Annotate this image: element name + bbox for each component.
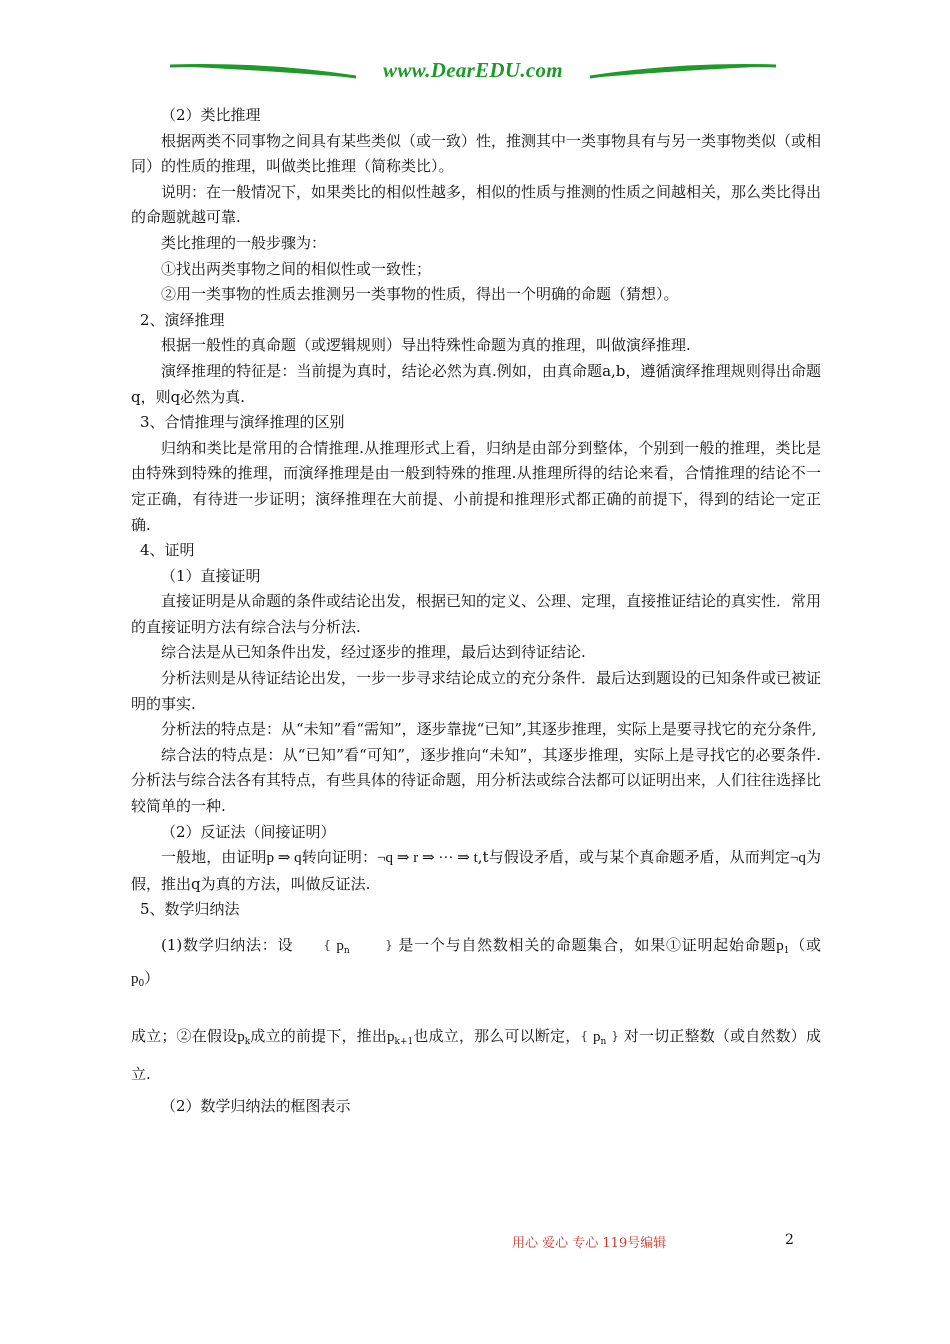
formula-p: p xyxy=(237,1029,245,1045)
site-url: www.DearEDU.com xyxy=(383,58,563,82)
formula-p: p xyxy=(131,971,139,987)
subheading-analogy: （2）类比推理 xyxy=(161,106,261,124)
subheading-direct-proof: （1）直接证明 xyxy=(161,566,261,585)
paragraph: 综合法的特点是：从“已知”看“可知”，逐步推向“未知”，其逐步推理，实际上是寻找它的必要条件.分析法与综合法各有其特点，有些具体的待证命题，用分析法或综合法都可以证明出来，人们往往选择比较简单的一种. xyxy=(131,745,822,816)
brace-close-icon: } xyxy=(611,1029,619,1043)
formula-p: p xyxy=(592,1029,601,1045)
paragraph: 归纳和类比是常用的合情推理.从推理形式上看，归纳是由部分到整体，个别到一般的推理，类比是由特殊到特殊的推理，而演绎推理是由一般到特殊的推理.从推理所得的结论来看，合情推理的结论不一定正确，有待进一步证明；演绎推理在大前提、小前提和推理形式都正确的前提下，得到的结论一定正确. xyxy=(131,438,821,534)
text-run: 转向证明： xyxy=(301,848,378,867)
paragraph: 分析法的特点是：从“未知”看“需知”，逐步靠拢“已知”,其逐步推理，实际上是要寻找它的充分条件, xyxy=(161,720,817,739)
paragraph: 分析法则是从待证结论出发，一步一步寻求结论成立的充分条件．最后达到题设的已知条件或已被证明的事实. xyxy=(131,669,822,713)
heading-difference: 3、合情推理与演绎推理的区别 xyxy=(140,413,345,432)
heading-deduction: 2、演绎推理 xyxy=(140,310,225,329)
paragraph: 根据两类不同事物之间具有某些类似（或一致）性，推测其中一类事物具有与另一类事物类似（或相同）的性质的推理，叫做类比推理（简称类比）。 xyxy=(131,131,822,176)
paragraph-contradiction xyxy=(131,845,821,897)
page-header xyxy=(168,56,778,86)
document-body xyxy=(131,103,821,1120)
formula-chain: ¬q ⇒ r ⇒ ··· ⇒ t xyxy=(377,850,478,867)
formula-p: p xyxy=(387,1029,395,1045)
subscript-1: 1 xyxy=(783,946,790,956)
subscript-0: 0 xyxy=(138,979,145,989)
subheading-induction-flowchart: （2）数学归纳法的框图表示 xyxy=(161,1097,351,1115)
heading-proof: 4、证明 xyxy=(140,541,195,560)
page-number: 2 xyxy=(785,1232,794,1248)
induction-definition xyxy=(131,932,821,1090)
text-run: 为假，推出q为真的方法，叫做反证法. xyxy=(131,848,821,893)
formula-implication: p ⇒ q xyxy=(266,850,302,867)
paragraph-induction-1 xyxy=(131,932,821,998)
list-item: ②用一类事物的性质去推测另一类事物的性质，得出一个明确的命题（猜想）。 xyxy=(161,285,679,304)
paragraph: 根据一般性的真命题（或逻辑规则）导出特殊性命题为真的推理，叫做演绎推理. xyxy=(161,336,691,355)
text-run: ,t与假设矛盾，或与某个真命题矛盾，从而判定 xyxy=(477,848,790,867)
text-run: 成立的前提下，推出 xyxy=(250,1027,387,1045)
text-run: （或 xyxy=(789,936,821,954)
brace-open-icon: { xyxy=(323,938,331,952)
text-run: ） xyxy=(144,969,160,987)
subscript-n: n xyxy=(600,1037,607,1047)
formula-not-q: ¬q xyxy=(789,850,806,867)
subscript-k-plus-1: k+1 xyxy=(394,1037,414,1047)
paragraph: 类比推理的一般步骤为： xyxy=(161,233,327,252)
heading-induction: 5、数学归纳法 xyxy=(140,900,240,919)
subscript-n: n xyxy=(343,946,350,956)
brace-close-icon: } xyxy=(385,938,393,952)
paragraph-induction-2 xyxy=(131,1020,821,1090)
text-run: 是一个与自然数相关的命题集合，如果①证明起始命题 xyxy=(398,936,777,954)
text-run: 对一切正整数（或自然数）成立. xyxy=(131,1027,821,1083)
subscript-k: k xyxy=(244,1037,251,1047)
text-run: 一般地，由证明 xyxy=(161,848,267,867)
text-run: 成立；②在假设 xyxy=(131,1027,238,1045)
text-run: 也成立，那么可以断定， xyxy=(413,1027,581,1045)
list-item: ①找出两类事物之间的相似性或一致性； xyxy=(161,259,432,278)
paragraph: 演绎推理的特征是：当前提为真时，结论必然为真.例如，由真命题a,b，遵循演绎推理规则得出命题q，则q必然为真. xyxy=(131,361,821,406)
footer-editor-note: 用心 爱心 专心 119号编辑 xyxy=(512,1236,667,1251)
formula-p: p xyxy=(776,938,784,954)
paragraph: 说明：在一般情况下，如果类比的相似性越多，相似的性质与推测的性质之间越相关，那么类比得出的命题就越可靠. xyxy=(131,182,822,227)
paragraph: 直接证明是从命题的条件或结论出发，根据已知的定义、公理、定理，直接推证结论的真实性．常用的直接证明方法有综合法与分析法. xyxy=(131,592,822,636)
formula-p: p xyxy=(336,938,344,954)
subheading-contradiction: （2）反证法（间接证明） xyxy=(161,822,336,841)
paragraph: 综合法是从已知条件出发，经过逐步的推理，最后达到待证结论. xyxy=(161,643,586,662)
text-run: (1)数学归纳法：设 xyxy=(161,936,294,954)
brace-open-icon: { xyxy=(580,1029,589,1043)
